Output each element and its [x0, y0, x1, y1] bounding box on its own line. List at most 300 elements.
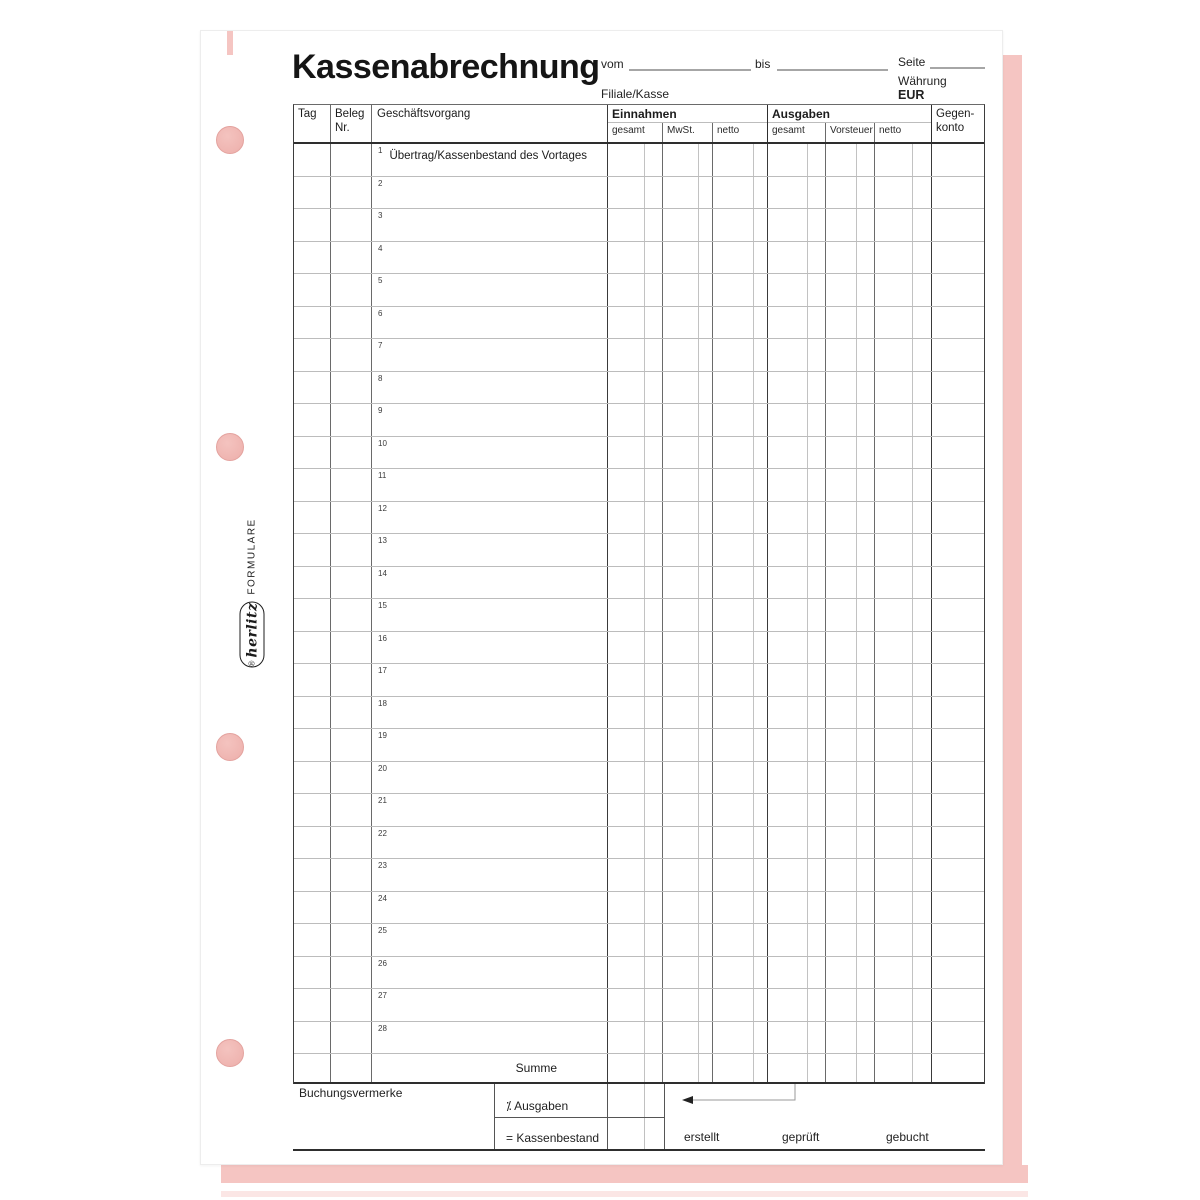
expenses-group-label: Ausgaben [772, 107, 831, 121]
cell-receipt-no [331, 697, 372, 729]
amount-euro-part [663, 209, 699, 241]
amount-euro-part [713, 469, 754, 501]
cell-receipt-no [331, 632, 372, 664]
amount-euro-part [713, 339, 754, 371]
amount-euro-part [663, 794, 699, 826]
cell-contra-account [932, 697, 984, 729]
amount-euro-part [663, 469, 699, 501]
cell-contra-account [932, 632, 984, 664]
cell-transaction [372, 534, 608, 566]
cell-income-total [608, 729, 663, 761]
row-number: 7 [378, 341, 383, 350]
amount-euro-part [713, 177, 754, 209]
cell-expenses-input-tax [826, 762, 875, 794]
cell-contra-account [932, 469, 984, 501]
cell-income-vat [663, 567, 713, 599]
row-preprinted-label: Übertrag/Kassenbestand des Vortages [389, 150, 587, 162]
cell-income-net [713, 924, 768, 956]
cell-income-vat [663, 762, 713, 794]
table-row [294, 827, 984, 860]
cell-receipt-no [331, 502, 372, 534]
cell-expenses-net [875, 404, 932, 436]
cell-day [294, 632, 331, 664]
amount-euro-part [663, 697, 699, 729]
cell-transaction [372, 404, 608, 436]
amount-euro-part [875, 1054, 913, 1082]
cell-expenses-net [875, 989, 932, 1021]
amount-euro-part [608, 534, 645, 566]
cell-income-total [608, 859, 663, 891]
income-net-header: netto [717, 125, 740, 136]
row-number: 10 [378, 438, 387, 448]
cell-transaction [372, 307, 608, 339]
table-row [294, 892, 984, 925]
carbon-copy-sheet-faint-edge [221, 1191, 1028, 1197]
amount-euro-part [713, 794, 754, 826]
amount-euro-part [875, 144, 913, 176]
amount-euro-part [608, 177, 645, 209]
cell-expenses-total [768, 404, 826, 436]
cell-income-total [608, 599, 663, 631]
amount-euro-part [663, 827, 699, 859]
cell-expenses-input-tax [826, 177, 875, 209]
table-row [294, 534, 984, 567]
cell-income-total [608, 339, 663, 371]
amount-euro-part [713, 892, 754, 924]
cell-transaction [372, 827, 608, 859]
cell-expenses-net [875, 534, 932, 566]
cell-expenses-net [875, 957, 932, 989]
cell-day [294, 567, 331, 599]
cell-contra-account [932, 567, 984, 599]
amount-euro-part [663, 177, 699, 209]
amount-euro-part [663, 144, 699, 176]
cell-expenses-total [768, 339, 826, 371]
amount-euro-part [768, 144, 808, 176]
cell-expenses-net [875, 274, 932, 306]
amount-euro-part [768, 762, 808, 794]
amount-euro-part [768, 599, 808, 631]
cell-day [294, 957, 331, 989]
cell-income-net [713, 664, 768, 696]
cell-expenses-total [768, 1022, 826, 1054]
cell-expenses-input-tax [826, 534, 875, 566]
cell-transaction [372, 502, 608, 534]
row-number: 13 [378, 536, 387, 545]
amount-euro-part [608, 729, 645, 761]
amount-euro-part [826, 567, 857, 599]
amount-euro-part [663, 892, 699, 924]
cell-income-net [713, 404, 768, 436]
cell-expenses-total [768, 697, 826, 729]
cell-income-total [608, 177, 663, 209]
amount-euro-part [608, 307, 645, 339]
cell-expenses-net [875, 697, 932, 729]
amount-euro-part [608, 274, 645, 306]
cell-expenses-total [768, 794, 826, 826]
amount-euro-part [875, 177, 913, 209]
cell-receipt-no [331, 437, 372, 469]
cell-day [294, 177, 331, 209]
cell-expenses-input-tax [826, 664, 875, 696]
cell-day [294, 242, 331, 274]
amount-euro-part [768, 1022, 808, 1054]
cell-income-net [713, 892, 768, 924]
amount-euro-part [768, 339, 808, 371]
amount-euro-part [663, 762, 699, 794]
cell-income-vat [663, 599, 713, 631]
cell-income-total [608, 242, 663, 274]
income-group-label: Einnahmen [612, 107, 677, 121]
table-row [294, 372, 984, 405]
amount-euro-part [768, 989, 808, 1021]
cell-income-total [608, 404, 663, 436]
cell-expenses-total [768, 599, 826, 631]
cell-income-net [713, 567, 768, 599]
cell-receipt-no [331, 1022, 372, 1054]
cell-income-total [608, 372, 663, 404]
amount-euro-part [713, 827, 754, 859]
cell-contra-account [932, 307, 984, 339]
amount-euro-part [663, 534, 699, 566]
cell-receipt-no [331, 242, 372, 274]
cell-income-total [608, 697, 663, 729]
row-number: 18 [378, 698, 387, 708]
cell-expenses-input-tax [826, 729, 875, 761]
amount-euro-part [826, 502, 857, 534]
amount-euro-part [768, 957, 808, 989]
amount-euro-part [768, 242, 808, 274]
cell-expenses-net [875, 307, 932, 339]
amount-euro-part [826, 957, 857, 989]
amount-euro-part [608, 892, 645, 924]
amount-euro-part [608, 957, 645, 989]
cell-income-vat [663, 859, 713, 891]
cell-transaction [372, 892, 608, 924]
cell-receipt-no [331, 827, 372, 859]
cell-income-net [713, 632, 768, 664]
cell-contra-account [932, 989, 984, 1021]
amount-euro-part [875, 534, 913, 566]
cell-income-net [713, 274, 768, 306]
cell-expenses-net [875, 437, 932, 469]
table-row [294, 339, 984, 372]
income-vat-header: MwSt. [663, 123, 713, 142]
cell-receipt-no [331, 209, 372, 241]
cell-income-net [713, 794, 768, 826]
row-number: 24 [378, 893, 387, 903]
amount-euro-part [768, 794, 808, 826]
cell-expenses-net [875, 1022, 932, 1054]
amount-euro-part [826, 404, 857, 436]
cell-income-net [713, 209, 768, 241]
cell-income-net [713, 599, 768, 631]
cell-expenses-net [875, 502, 932, 534]
amount-euro-part [713, 209, 754, 241]
cell-transaction [372, 632, 608, 664]
cell-expenses-input-tax [826, 1022, 875, 1054]
row-number: 8 [378, 373, 383, 383]
cell-receipt-no [331, 924, 372, 956]
cell-income-total [608, 989, 663, 1021]
cell-contra-account [932, 274, 984, 306]
table-row [294, 989, 984, 1022]
amount-euro-part [608, 567, 645, 599]
column-group-income [608, 105, 768, 142]
amount-euro-part [768, 729, 808, 761]
expenses-total-header: gesamt [768, 123, 826, 142]
cell-day [294, 274, 331, 306]
cell-contra-account [932, 957, 984, 989]
cell-receipt-no [331, 859, 372, 891]
row-number: 1 [378, 146, 383, 155]
cell-income-vat [663, 274, 713, 306]
cell-transaction [372, 599, 608, 631]
cell-transaction [372, 372, 608, 404]
cell-income-net [713, 502, 768, 534]
amount-euro-part [826, 242, 857, 274]
cell-income-total [608, 892, 663, 924]
cell-income-vat [663, 242, 713, 274]
cell-income-vat [663, 307, 713, 339]
cell-expenses-input-tax [826, 502, 875, 534]
amount-euro-part [663, 437, 699, 469]
formulare-label: FORMULARE [246, 518, 258, 595]
cell-transaction [372, 729, 608, 761]
cell-transaction [372, 697, 608, 729]
cell-income-net [713, 729, 768, 761]
amount-euro-part [826, 697, 857, 729]
cell-income-vat [663, 989, 713, 1021]
amount-euro-part [768, 177, 808, 209]
cell-contra-account [932, 892, 984, 924]
amount-euro-part [663, 989, 699, 1021]
cell-income-total [608, 827, 663, 859]
date-to-label: bis [755, 57, 771, 71]
cell-receipt-no [331, 1054, 372, 1082]
cell-contra-account [932, 729, 984, 761]
cell-expenses-total [768, 632, 826, 664]
cell-transaction [372, 924, 608, 956]
amount-euro-part [663, 957, 699, 989]
row-number: 25 [378, 926, 387, 935]
cell-day [294, 599, 331, 631]
amount-euro-part [875, 762, 913, 794]
amount-euro-part [768, 697, 808, 729]
cell-day [294, 404, 331, 436]
table-row [294, 924, 984, 957]
amount-euro-part [713, 697, 754, 729]
sum-row [294, 1054, 984, 1084]
amount-euro-part [826, 827, 857, 859]
amount-euro-part [608, 404, 645, 436]
cell-income-net [713, 242, 768, 274]
cell-income-vat [663, 794, 713, 826]
amount-euro-part [713, 989, 754, 1021]
cell-receipt-no [331, 307, 372, 339]
cell-transaction [372, 859, 608, 891]
amount-euro-part [875, 632, 913, 664]
cell-expenses-net [875, 599, 932, 631]
cell-expenses-total [768, 177, 826, 209]
amount-euro-part [826, 599, 857, 631]
cell-day [294, 1054, 331, 1082]
cell-income-vat [663, 924, 713, 956]
cell-expenses-total [768, 209, 826, 241]
cell-expenses-input-tax [826, 242, 875, 274]
cell-day [294, 469, 331, 501]
cell-income-vat [663, 632, 713, 664]
cell-receipt-no [331, 372, 372, 404]
cell-income-total [608, 762, 663, 794]
amount-euro-part [713, 632, 754, 664]
amount-euro-part [768, 502, 808, 534]
cell-contra-account [932, 144, 984, 176]
amount-euro-part [875, 729, 913, 761]
amount-euro-part [663, 1022, 699, 1054]
cell-transaction [372, 242, 608, 274]
cell-expenses-net [875, 892, 932, 924]
cell-receipt-no [331, 957, 372, 989]
amount-euro-part [875, 1022, 913, 1054]
amount-euro-part [713, 1022, 754, 1054]
cell-receipt-no [331, 892, 372, 924]
cell-contra-account [932, 762, 984, 794]
amount-euro-part [826, 177, 857, 209]
brand-logo [239, 518, 266, 668]
amount-euro-part [768, 1054, 808, 1082]
amount-euro-part [713, 567, 754, 599]
cell-day [294, 209, 331, 241]
cell-expenses-net [875, 469, 932, 501]
amount-euro-part [826, 469, 857, 501]
amount-euro-part [608, 664, 645, 696]
checked-label: geprüft [782, 1130, 820, 1144]
amount-euro-part [713, 957, 754, 989]
cell-expenses-net [875, 632, 932, 664]
cell-income-vat [663, 372, 713, 404]
amount-euro-part [826, 632, 857, 664]
cell-contra-account [932, 242, 984, 274]
cell-expenses-total [768, 957, 826, 989]
row-number: 15 [378, 601, 387, 610]
amount-euro-part [713, 372, 754, 404]
amount-euro-part [768, 274, 808, 306]
footer-bottom-rule [293, 1149, 985, 1151]
amount-euro-part [608, 502, 645, 534]
cell-expenses-input-tax [826, 372, 875, 404]
amount-euro-part [608, 437, 645, 469]
row-number: 19 [378, 731, 387, 740]
amount-euro-part [608, 242, 645, 274]
amount-euro-part [608, 762, 645, 794]
amount-euro-part [826, 729, 857, 761]
cell-income-vat [663, 437, 713, 469]
cell-day [294, 534, 331, 566]
cell-income-net [713, 534, 768, 566]
cell-expenses-net [875, 762, 932, 794]
cell-expenses-input-tax [826, 794, 875, 826]
amount-euro-part [768, 664, 808, 696]
cell-transaction [372, 567, 608, 599]
cell-income-vat [663, 177, 713, 209]
row-number: 23 [378, 861, 387, 870]
carbon-copy-sheet-top-sliver [227, 31, 233, 55]
cell-expenses-net [875, 242, 932, 274]
cell-expenses-total [768, 372, 826, 404]
cell-transaction [372, 209, 608, 241]
table-row [294, 729, 984, 762]
table-row [294, 762, 984, 795]
amount-euro-part [608, 1022, 645, 1054]
amount-euro-part [713, 924, 754, 956]
cell-day [294, 372, 331, 404]
cell-expenses-total [768, 567, 826, 599]
cell-income-total [608, 437, 663, 469]
amount-euro-part [608, 794, 645, 826]
cell-income-total [608, 957, 663, 989]
cell-expenses-total [768, 144, 826, 176]
cell-receipt-no [331, 534, 372, 566]
punch-hole [216, 126, 244, 154]
amount-euro-part [768, 534, 808, 566]
cell-expenses-total [768, 859, 826, 891]
date-from-label: vom [601, 57, 624, 71]
cell-income-total [608, 664, 663, 696]
cell-receipt-no [331, 339, 372, 371]
table-row [294, 697, 984, 730]
cell-income-total [608, 534, 663, 566]
cell-receipt-no [331, 177, 372, 209]
amount-euro-part [713, 307, 754, 339]
cell-day [294, 664, 331, 696]
cell-income-vat [663, 1054, 713, 1082]
cell-expenses-total [768, 892, 826, 924]
cell-contra-account [932, 372, 984, 404]
cell-contra-account [932, 209, 984, 241]
cell-transaction [372, 339, 608, 371]
herlitz-logo-oval [240, 602, 265, 668]
row-number: 6 [378, 308, 383, 318]
amount-euro-part [663, 274, 699, 306]
column-header-receipt-no: Beleg Nr. [331, 105, 372, 142]
table-row [294, 469, 984, 502]
cell-income-total [608, 632, 663, 664]
cell-income-net [713, 307, 768, 339]
amount-euro-part [663, 859, 699, 891]
cell-income-net [713, 697, 768, 729]
cell-income-net [713, 762, 768, 794]
cell-transaction [372, 664, 608, 696]
amount-euro-part [663, 339, 699, 371]
carbon-copy-sheet-bottom-edge [221, 1165, 1028, 1183]
table-row [294, 599, 984, 632]
table-row [294, 177, 984, 210]
cell-expenses-net [875, 209, 932, 241]
table-row [294, 404, 984, 437]
income-total-header: gesamt [608, 123, 663, 142]
amount-euro-part [875, 827, 913, 859]
registered-trademark-icon: ® [247, 660, 256, 667]
cell-expenses-net [875, 859, 932, 891]
amount-euro-part [713, 534, 754, 566]
amount-euro-part [768, 567, 808, 599]
amount-euro-part [608, 859, 645, 891]
amount-euro-part [826, 307, 857, 339]
amount-euro-part [875, 469, 913, 501]
cell-expenses-net [875, 372, 932, 404]
cell-income-vat [663, 469, 713, 501]
